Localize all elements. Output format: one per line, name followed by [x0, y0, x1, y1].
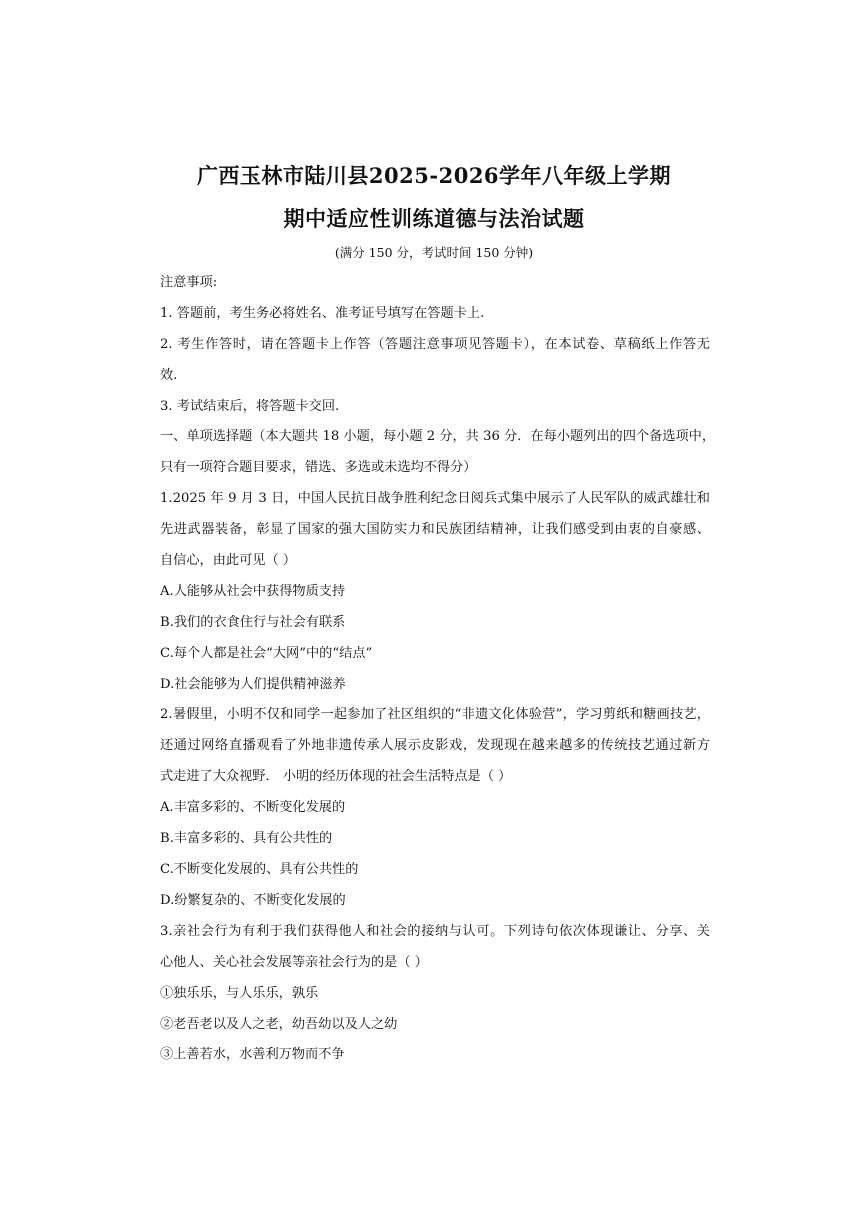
notice-item-1: 1. 答题前，考生务必将姓名、准考证号填写在答题卡上. [160, 306, 485, 321]
exam-title-line-1: 广西玉林市陆川县2025-2026学年八年级上学期 [196, 163, 672, 188]
question-1-line-1: 1.2025 年 9 月 3 日，中国人民抗日战争胜利纪念日阅兵式集中展示了人民军队的威武雄壮和 [160, 491, 710, 506]
question-3-item-3: ③上善若水，水善利万物而不争 [160, 1047, 345, 1062]
question-2-line-3: 式走进了大众视野． 小明的经历体现的社会生活特点是（ ） [160, 769, 512, 784]
notice-heading: 注意事项: [160, 275, 218, 290]
question-1-line-3: 自信心，由此可见（ ） [160, 553, 297, 568]
question-1-option-d: D.社会能够为人们提供精神滋养 [160, 677, 346, 692]
notice-item-2-line-2: 效. [160, 368, 178, 383]
section-1-line-2: 只有一项符合题目要求，错选、多选或未选均不得分） [160, 460, 477, 475]
question-2-option-a: A.丰富多彩的、不断变化发展的 [160, 800, 346, 815]
exam-title-line-2: 期中适应性训练道德与法治试题 [283, 206, 585, 231]
question-3-line-2: 心他人、关心社会发展等亲社会行为的是（ ） [160, 955, 428, 970]
question-2-option-d: D.纷繁复杂的、不断变化发展的 [160, 893, 346, 908]
question-2-line-1: 2.暑假里，小明不仅和同学一起参加了社区组织的“非遗文化体验营”，学习剪纸和糖画技艺， [160, 707, 710, 722]
question-3-item-2: ②老吾老以及人之老，幼吾幼以及人之幼 [160, 1017, 398, 1032]
question-2-option-c: C.不断变化发展的、具有公共性的 [160, 862, 359, 877]
question-1-option-c: C.每个人都是社会“大网”中的“结点” [160, 646, 373, 661]
question-1-option-a: A.人能够从社会中获得物质支持 [160, 584, 346, 599]
notice-item-2-line-1: 2. 考生作答时，请在答题卡上作答（答题注意事项见答题卡），在本试卷、草稿纸上作答无 [160, 337, 710, 352]
question-1-line-2: 先进武器装备，彰显了国家的强大国防实力和民族团结精神，让我们感受到由衷的自豪感、 [160, 522, 710, 537]
exam-subtitle: (满分 150 分，考试时间 150 分钟) [334, 245, 534, 260]
question-1-option-b: B.我们的衣食住行与社会有联系 [160, 615, 346, 630]
question-2-line-2: 还通过网络直播观看了外地非遗传承人展示皮影戏，发现现在越来越多的传统技艺通过新方 [160, 738, 710, 753]
notice-item-3: 3. 考试结束后，将答题卡交回. [160, 399, 340, 414]
question-2-option-b: B.丰富多彩的、具有公共性的 [160, 831, 333, 846]
question-3-line-1: 3.亲社会行为有利于我们获得他人和社会的接纳与认可。下列诗句依次体现谦让、分享、关 [160, 924, 710, 939]
question-3-item-1: ①独乐乐，与人乐乐，孰乐 [160, 986, 319, 1001]
section-1-line-1: 一、单项选择题（本大题共 18 小题，每小题 2 分，共 36 分．在每小题列出的四个备选项中， [160, 429, 716, 444]
